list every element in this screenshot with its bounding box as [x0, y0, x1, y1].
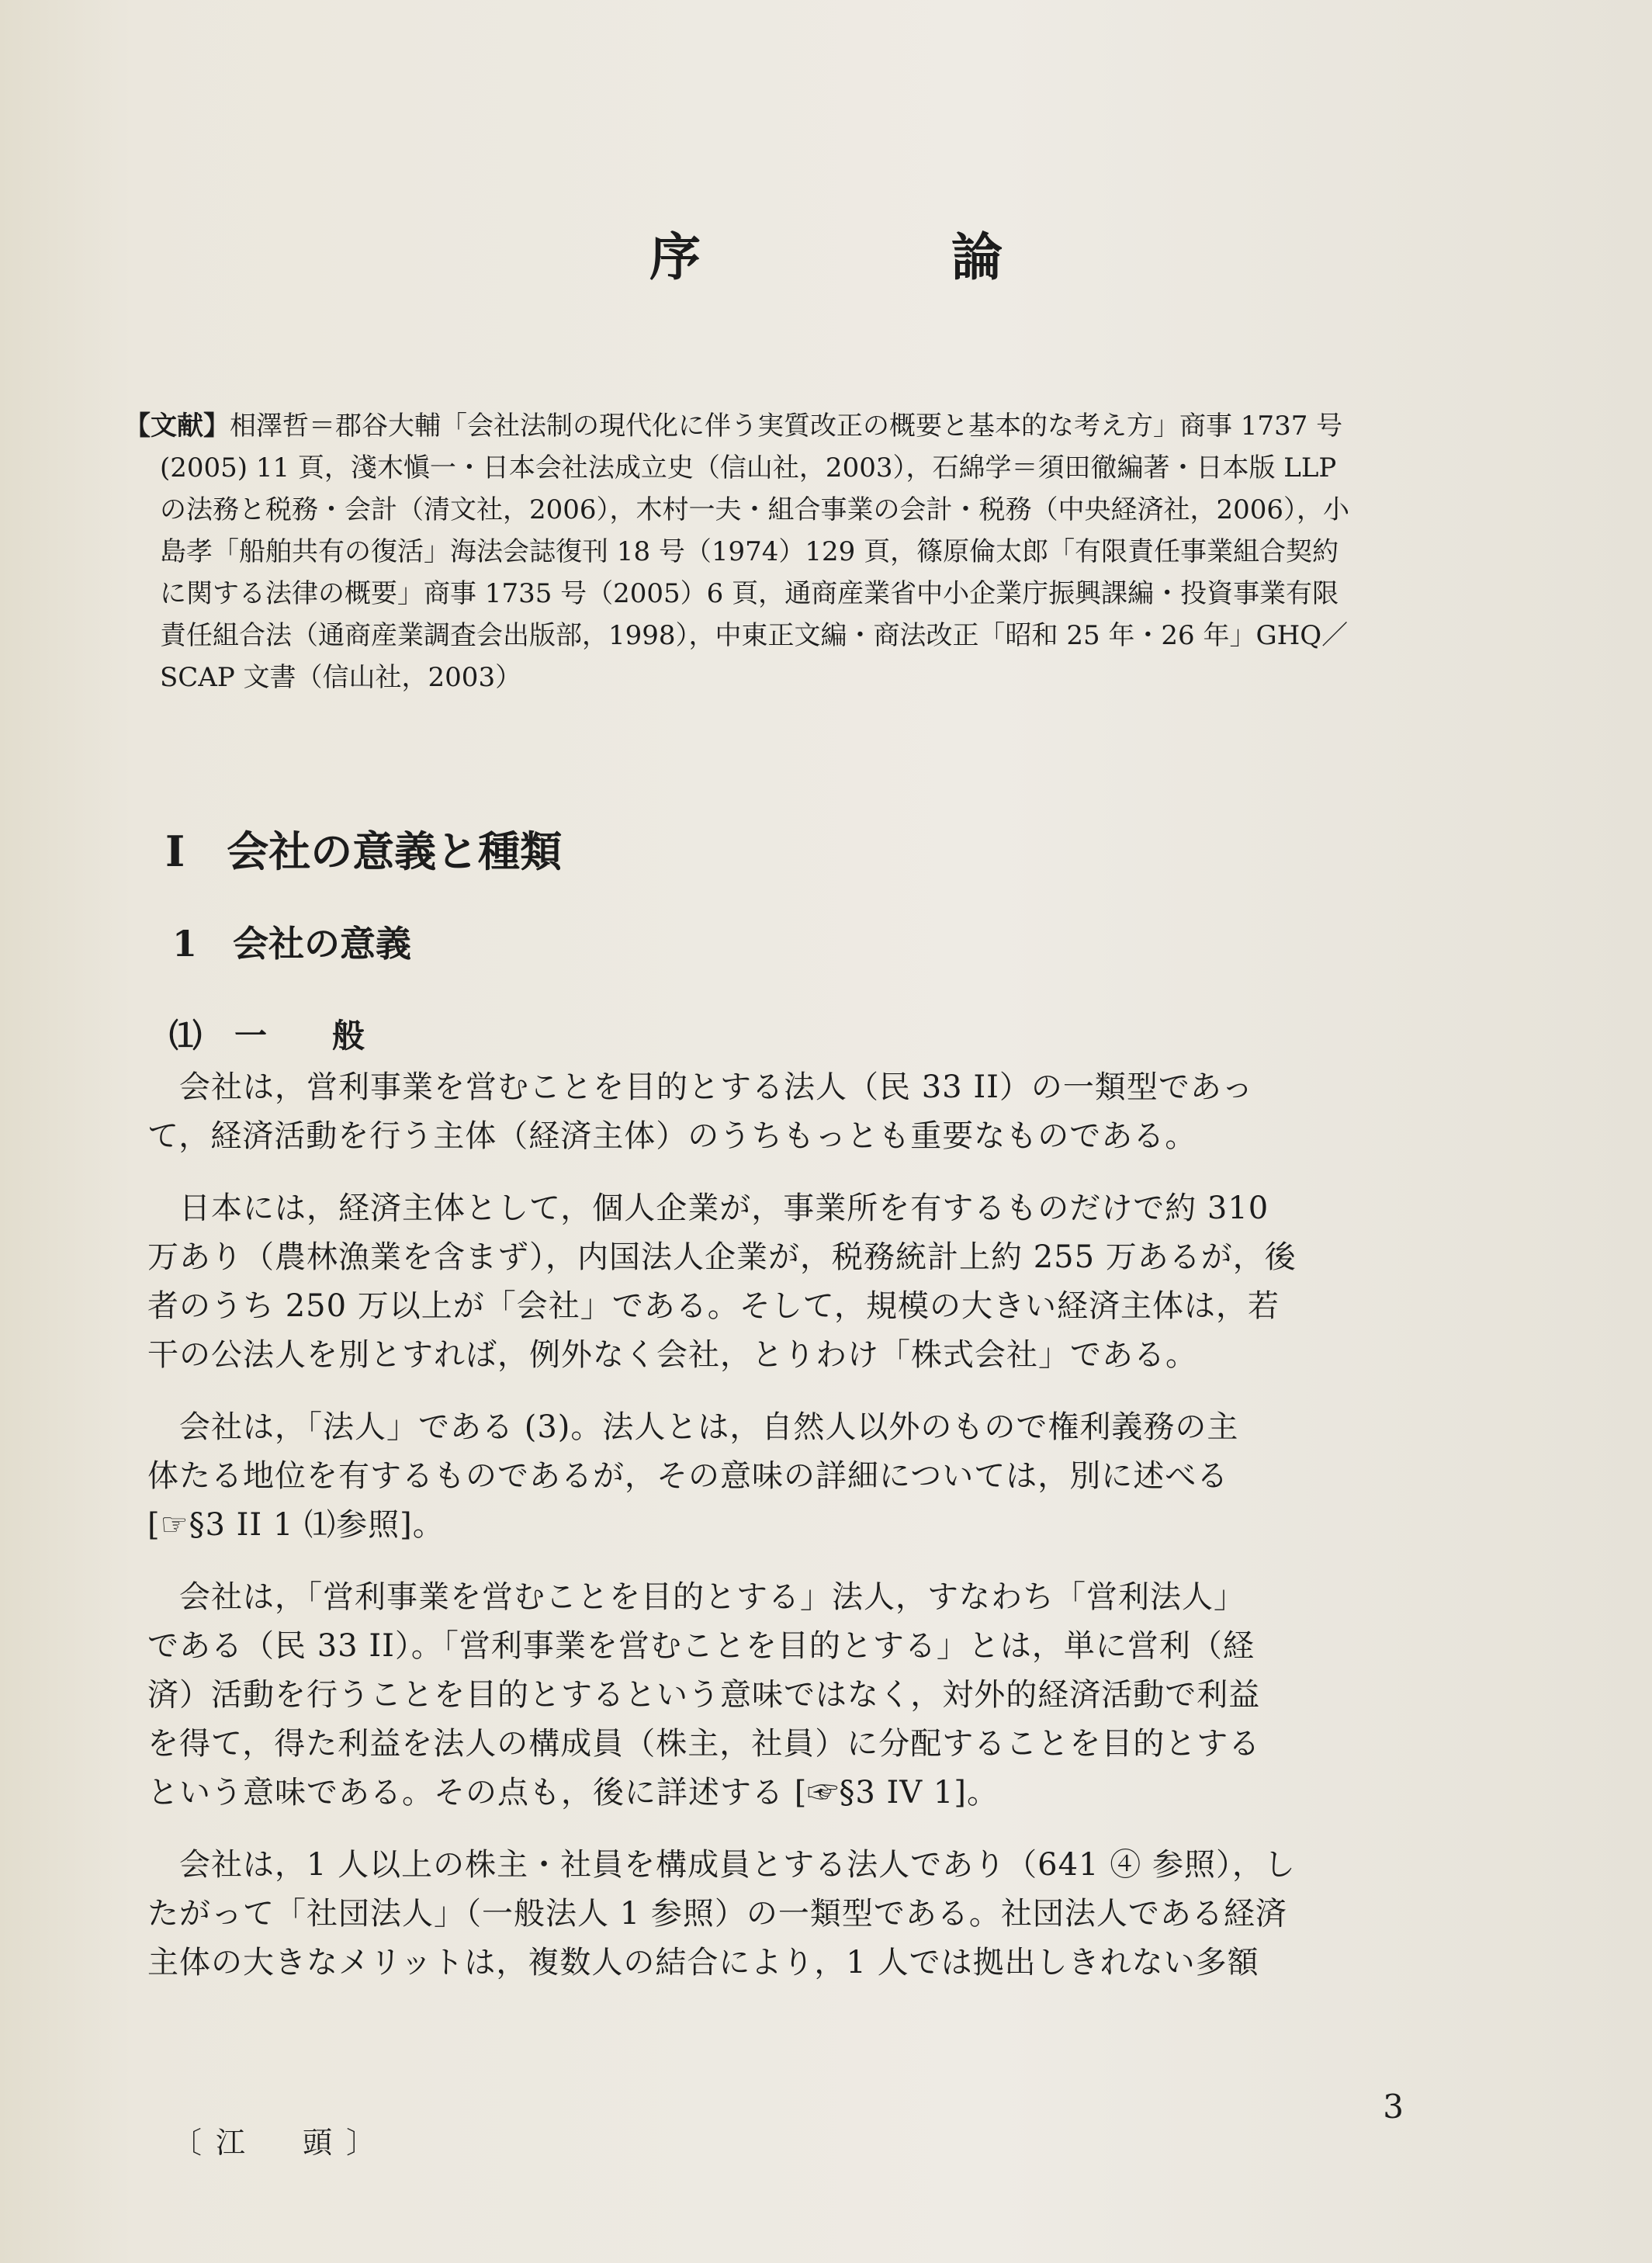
reference-line: 【文献】相澤哲＝郡谷大輔「会社法制の現代化に伴う実質改正の概要と基本的な考え方」商事 1737 号 [124, 411, 1343, 442]
paragraph: 日本には，経済主体として，個人企業が，事業所を有するものだけで約 310 万あり（農林漁業を含まず），内国法人企業が，税務統計上約 255 万あるが，後 者のうち 250 万以上が「会社」である。そして，規模の大きい経済主体は，若 干の公法人を別とすれば，例外なく会社，とりわけ「株式会社」である。 [147, 1190, 1297, 1373]
subsubsection-heading: ⑴ 一 般 [169, 1017, 365, 1055]
reference-line: に関する法律の概要」商事 1735 号（2005）6 頁，通商産業省中小企業庁振興課編・投資事業有限 [160, 578, 1339, 609]
body-text [147, 1063, 1436, 2011]
references-block [124, 405, 1436, 698]
author-mark: 〔江 頭〕 [172, 2126, 390, 2160]
reference-line: の法務と税務・会計（清文社，2006），木村一夫・組合事業の会計・税務（中央経済社，2006），小 [160, 494, 1350, 525]
chapter-title: 序 論 [649, 227, 1119, 287]
subsection-heading: 1 会社の意義 [172, 923, 412, 965]
reference-line: 責任組合法（通商産業調査会出版部，1998），中東正文編・商法改正「昭和 25 年・26 年」GHQ／ [160, 620, 1349, 651]
paragraph: 会社は，営利事業を営むことを目的とする法人（民 33 II）の一類型であっ て，経済活動を行う主体（経済主体）のうちもっとも重要なものである。 [147, 1069, 1254, 1154]
references-label: 【文献】 [124, 411, 230, 442]
section-heading: I 会社の意義と種類 [165, 827, 563, 876]
paragraph: 会社は，「法人」である (3)。法人とは，自然人以外のもので権利義務の主 体たる地位を有するものであるが，その意味の詳細については，別に述べる [☞§3 II 1 ⑴参照]。 [147, 1409, 1239, 1543]
page-number: 3 [1383, 2088, 1404, 2126]
paragraph: 会社は，「営利事業を営むことを目的とする」法人，すなわち「営利法人」 である（民 33 II）。「営利事業を営むことを目的とする」とは，単に営利（経 済）活動を行うことを目的とするという意味ではなく，対外的経済活動で利益 を得て，得た利益を法人の構成員（株主，社員）に分配することを目的とする という意味である。その点も，後に詳述する [☞§3 IV 1]。 [147, 1579, 1261, 1811]
paragraph: 会社は，1 人以上の株主・社員を構成員とする法人であり（641 ④ 参照），し たがって「社団法人」（一般法人 1 参照）の一類型である。社団法人である経済 主体の大きなメリットは，複数人の結合により，1 人では拠出しきれない多額 [147, 1847, 1296, 1981]
reference-line: 島孝「船舶共有の復活」海法会誌復刊 18 号（1974）129 頁，篠原倫太郎「有限責任事業組合契約 [160, 536, 1339, 567]
reference-line: (2005) 11 頁，淺木愼一・日本会社法成立史（信山社，2003），石綿学＝須田徹編著・日本版 LLP [160, 452, 1337, 483]
reference-line: SCAP 文書（信山社，2003） [160, 662, 522, 693]
